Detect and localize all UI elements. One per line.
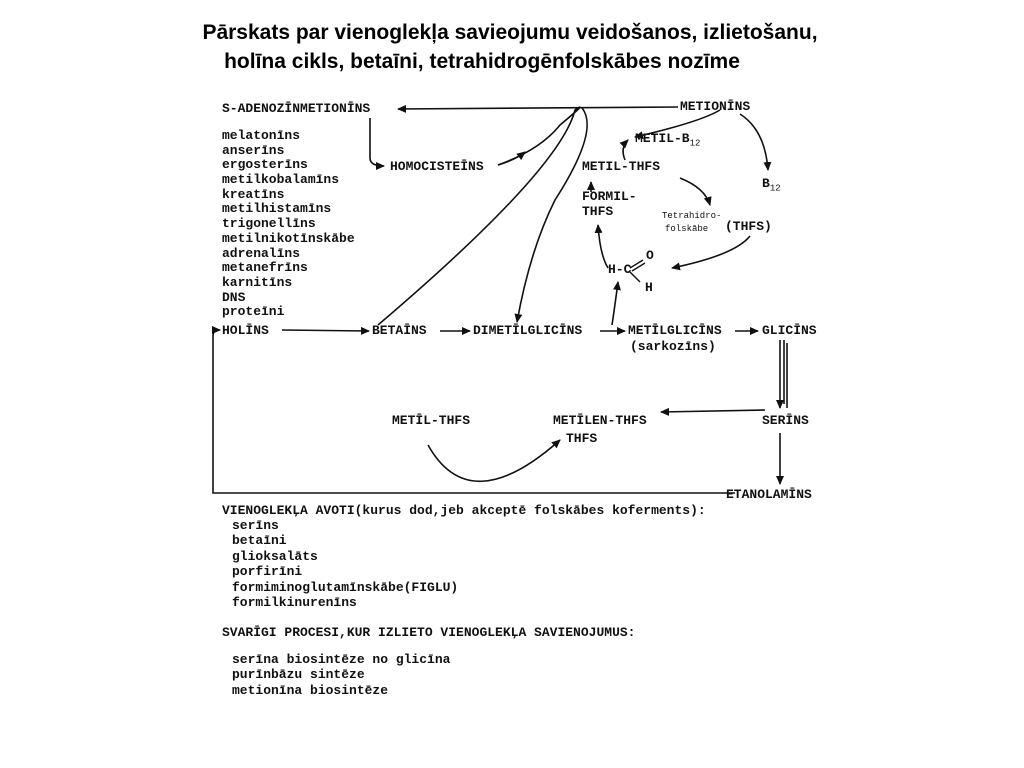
node-formil-thfs: THFS	[582, 204, 614, 219]
arrow-homocisteins-up	[498, 152, 525, 165]
node-sarkozins: (sarkozīns)	[630, 339, 716, 354]
node-formyl-h2: H	[645, 280, 653, 295]
node-b12	[762, 177, 781, 196]
list-item: DNS	[222, 289, 246, 305]
node-etanolamins: ETANOLAMĪNS	[726, 487, 812, 502]
arrow-metilthfs-to-thfs	[680, 178, 710, 205]
arrow-sam-to-homocisteins	[370, 118, 384, 166]
list-item: proteīni	[222, 304, 285, 320]
list-item: karnitīns	[222, 274, 293, 290]
node-formyl-o: O	[646, 248, 654, 263]
methylated-products-list	[222, 129, 355, 320]
list-item: adrenalīns	[222, 245, 301, 261]
node-b12-label: B	[762, 176, 770, 191]
list-item: metilkobalamīns	[222, 172, 340, 188]
arrow-metionins-to-b12	[740, 114, 768, 170]
title-line-2: holīna cikls, betaīni, tetrahidrogēnfolskābes nozīme	[224, 50, 740, 73]
list-item: serīna biosintēze no glicīna	[232, 652, 451, 667]
list-item: serīns	[232, 518, 279, 533]
processes-heading: SVARĪGI PROCESI,KUR IZLIETO VIENOGLEKĻA SAVIENOJUMUS:	[222, 625, 636, 640]
node-glicins: GLICĪNS	[762, 323, 817, 338]
list-item: betaīni	[232, 533, 287, 549]
arrow-metionins-to-sam	[398, 107, 678, 109]
arrow-homocisteins-to-betains-loop	[378, 107, 580, 325]
list-item: formilkinurenīns	[232, 594, 357, 610]
arrow-holins-to-betains	[282, 330, 369, 331]
node-metil-b12-sub: 12	[689, 138, 701, 149]
node-betains: BETAĪNS	[372, 323, 427, 338]
list-item: trigonellīns	[222, 216, 316, 232]
list-item: porfirīni	[232, 564, 303, 580]
node-b12-sub: 12	[769, 183, 781, 194]
node-metil-thfs-bottom: METĪL-THFS	[392, 413, 471, 428]
list-item: purīnbāzu sintēze	[232, 667, 365, 683]
list-item: metionīna biosintēze	[232, 682, 389, 698]
node-metilen-thfs: METĪLEN-THFS	[553, 413, 647, 428]
node-formil: FORMIL-	[582, 189, 637, 204]
list-item: anserīns	[222, 142, 285, 158]
list-item: metanefrīns	[222, 260, 308, 276]
arrow-loop-to-dimetilglicins	[517, 108, 587, 322]
sources-heading-note: (kurus dod,jeb akceptē folskābes koferments):	[354, 503, 706, 518]
node-metil-thfs-top: METIL-THFS	[582, 159, 661, 174]
list-item: metilhistamīns	[222, 201, 332, 217]
node-tetrahidro-1: Tetrahidro-	[662, 211, 722, 221]
node-sam: S-ADENOZĪNMETIONĪNS	[222, 101, 371, 116]
arrow-glicins-to-formyl	[612, 282, 618, 325]
list-item: melatonīns	[222, 128, 301, 143]
arrow-thfs-to-formyl	[672, 236, 750, 268]
node-holins: HOLĪNS	[222, 323, 269, 338]
arrow-formyl-to-formilthfs	[598, 225, 608, 268]
list-item: kreatīns	[222, 186, 285, 202]
list-item: formiminoglutamīnskābe(FIGLU)	[232, 579, 459, 595]
node-serins: SERĪNS	[762, 413, 809, 428]
arrow-metilthfs-to-metilb12	[623, 140, 628, 160]
sources-list	[232, 519, 458, 611]
title-line-1: Pārskats par vienoglekļa savieojumu veidošanos, izlietošanu,	[202, 21, 818, 44]
list-item: ergosterīns	[222, 157, 308, 173]
arrow-metilthfs-to-metilen	[428, 440, 560, 481]
node-metilen-thfs-2: THFS	[566, 431, 598, 446]
sources-heading-row	[222, 504, 706, 519]
list-item: glioksalāts	[232, 548, 318, 564]
node-dimetilglicins: DIMETĪLGLICĪNS	[473, 323, 583, 338]
node-thfs-abbr: (THFS)	[725, 219, 772, 234]
arrow-serins-to-metilen	[661, 410, 765, 412]
node-tetrahidro-2: folskābe	[665, 224, 709, 234]
node-metilglicins: METĪLGLICĪNS	[628, 323, 722, 338]
node-metil-b12-label: METIL-B	[635, 131, 690, 146]
list-item: metilnikotīnskābe	[222, 230, 355, 246]
node-homocisteins: HOMOCISTEĪNS	[390, 159, 484, 174]
sources-heading: VIENOGLEKĻA AVOTI	[222, 503, 355, 518]
node-formyl-hc: H-C	[608, 262, 632, 277]
node-metil-b12	[635, 132, 700, 151]
processes-list	[232, 653, 450, 699]
node-metionins: METIONĪNS	[680, 99, 751, 114]
